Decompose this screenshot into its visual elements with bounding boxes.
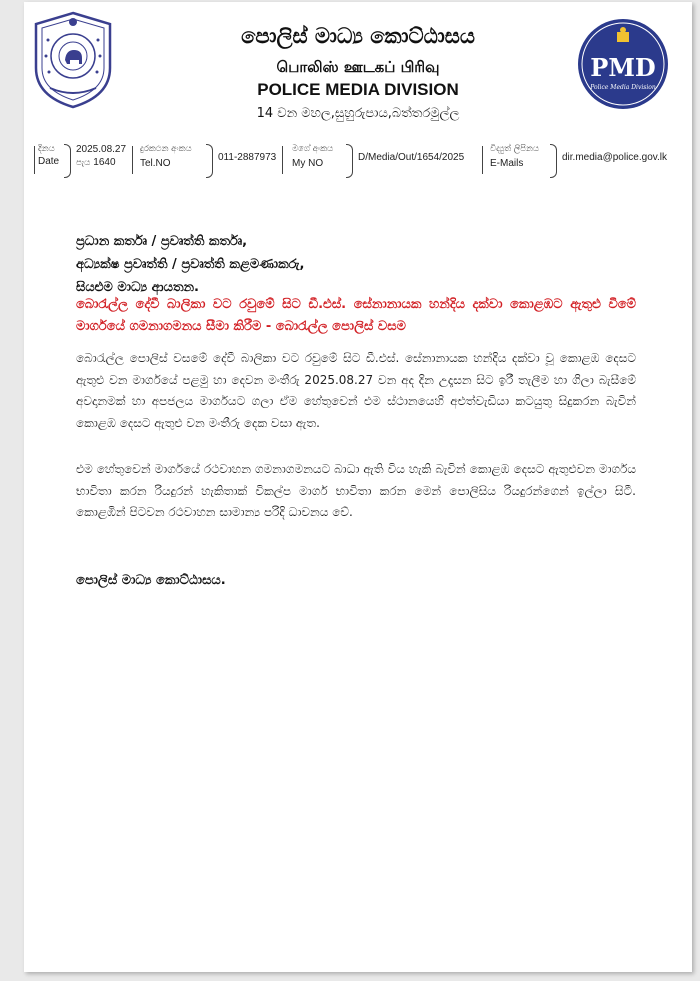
pmd-logo-text: PMD [590,53,656,82]
date-label-en: Date [38,156,60,167]
addressee-line-3: සියළුම මාධ්‍ය ආයතන. [76,280,199,295]
header-address: 14 වන මහල,සුහුරුපාය,බත්තරමුල්ල [256,106,460,121]
divider [132,146,133,174]
reference-strip [34,142,684,182]
tel-label-en: Tel.NO [140,158,171,169]
addressee-line-2: අධ්‍යක්ෂ ප්‍රවෘත්ති / ප්‍රවෘත්ති කළමණාකරු, [76,257,305,272]
signature-line: පොලිස් මාධ්‍ය කොට්ඨාසය. [76,573,226,588]
header-title-tamil: பொலிஸ் ஊடகப் பிரிவு [276,58,440,76]
email-label-en: E-Mails [490,158,524,169]
brace [64,144,71,178]
tel-label-si: දුරකථන අංකය [140,144,192,154]
divider [482,146,483,174]
body-paragraph-1: බොරැල්ල පොලිස් වසමේ දේවී බාලිකා වට රවුමේ සිට ඩී.එස්. සේනානායක හන්දිය දක්වා වූ කොළඹ දෙසට ඇතුළු වන මාර්ගයේ පළමු හා දෙවන මංතීරු 2025.08.27 වන අද දින උදෑසන සිට ඉරී තැලීම හා ගිලා බැසීමේ අවදානමක් හා අපජලය මාර්ගයට ගලා ඒම හේතුවෙන් එම ස්ථානයෙහි අළුත්වැඩියා කටයුතු සිදුකරන බැවින් කොළඹ දෙසට ඇතුළු වන මංතීරු දෙක වසා ඇත. [76,351,636,430]
email-label-si: විද්‍යුත් ලිපිනය [490,144,539,154]
letter-page [24,2,692,972]
addressee-line-1: ප්‍රධාන කර්තෘ / ප්‍රවෘත්ති කර්තෘ, [76,234,248,249]
myno-label-en: My NO [292,158,324,169]
myno-label-si: මගේ අංකය [292,144,334,154]
myno-value: D/Media/Out/1654/2025 [358,152,465,163]
time-label-si: පැය [76,158,91,168]
email-value[interactable]: dir.media@police.gov.lk [562,152,668,163]
pmd-logo-icon [577,18,669,110]
subject-heading: බොරැල්ල දේවී බාලිකා වට රවුමේ සිට ඩී.එස්. සේනානායක හන්දිය දක්වා කොළඹට ඇතුළු වීමේ මාර්ගයේ ගමනාගමනය සීමා කිරීම - බොරැල්ල පොලිස් වසම [76,297,636,334]
brace [550,144,557,178]
time-value: 1640 [93,157,116,168]
divider [282,146,283,174]
tel-value: 011-2887973 [218,152,277,163]
brace [346,144,353,178]
body-paragraph-2: එම හේතුවෙන් මාර්ගයේ රථවාහන ගමනාගමනයට බාධා ඇති විය හැකි බැවින් කොළඹ දෙසට ඇතුළුවන මාර්ගය භාවිතා කරන රියදුරන් හැකිතාක් විකල්ප මාර්ග භාවිතා කරන මෙන් පොලිසිය රියදුරන්ගෙන් ඉල්ලා සිටී. කොළඹින් පිටවන රථවාහන සාමාන්‍ය පරිදි ධාවනය වේ. [76,462,636,519]
date-label-si: දිනය [38,144,55,154]
header-title-english: POLICE MEDIA DIVISION [257,80,459,99]
addressee-block [76,230,304,299]
pmd-logo-caption: Police Media Division [590,84,656,91]
date-value: 2025.08.27 [76,144,127,155]
strip-left-border [34,146,35,174]
brace [206,144,213,178]
header-title-sinhala: පොලිස් මාධ්‍ය කොට්ඨාසය [241,24,475,48]
